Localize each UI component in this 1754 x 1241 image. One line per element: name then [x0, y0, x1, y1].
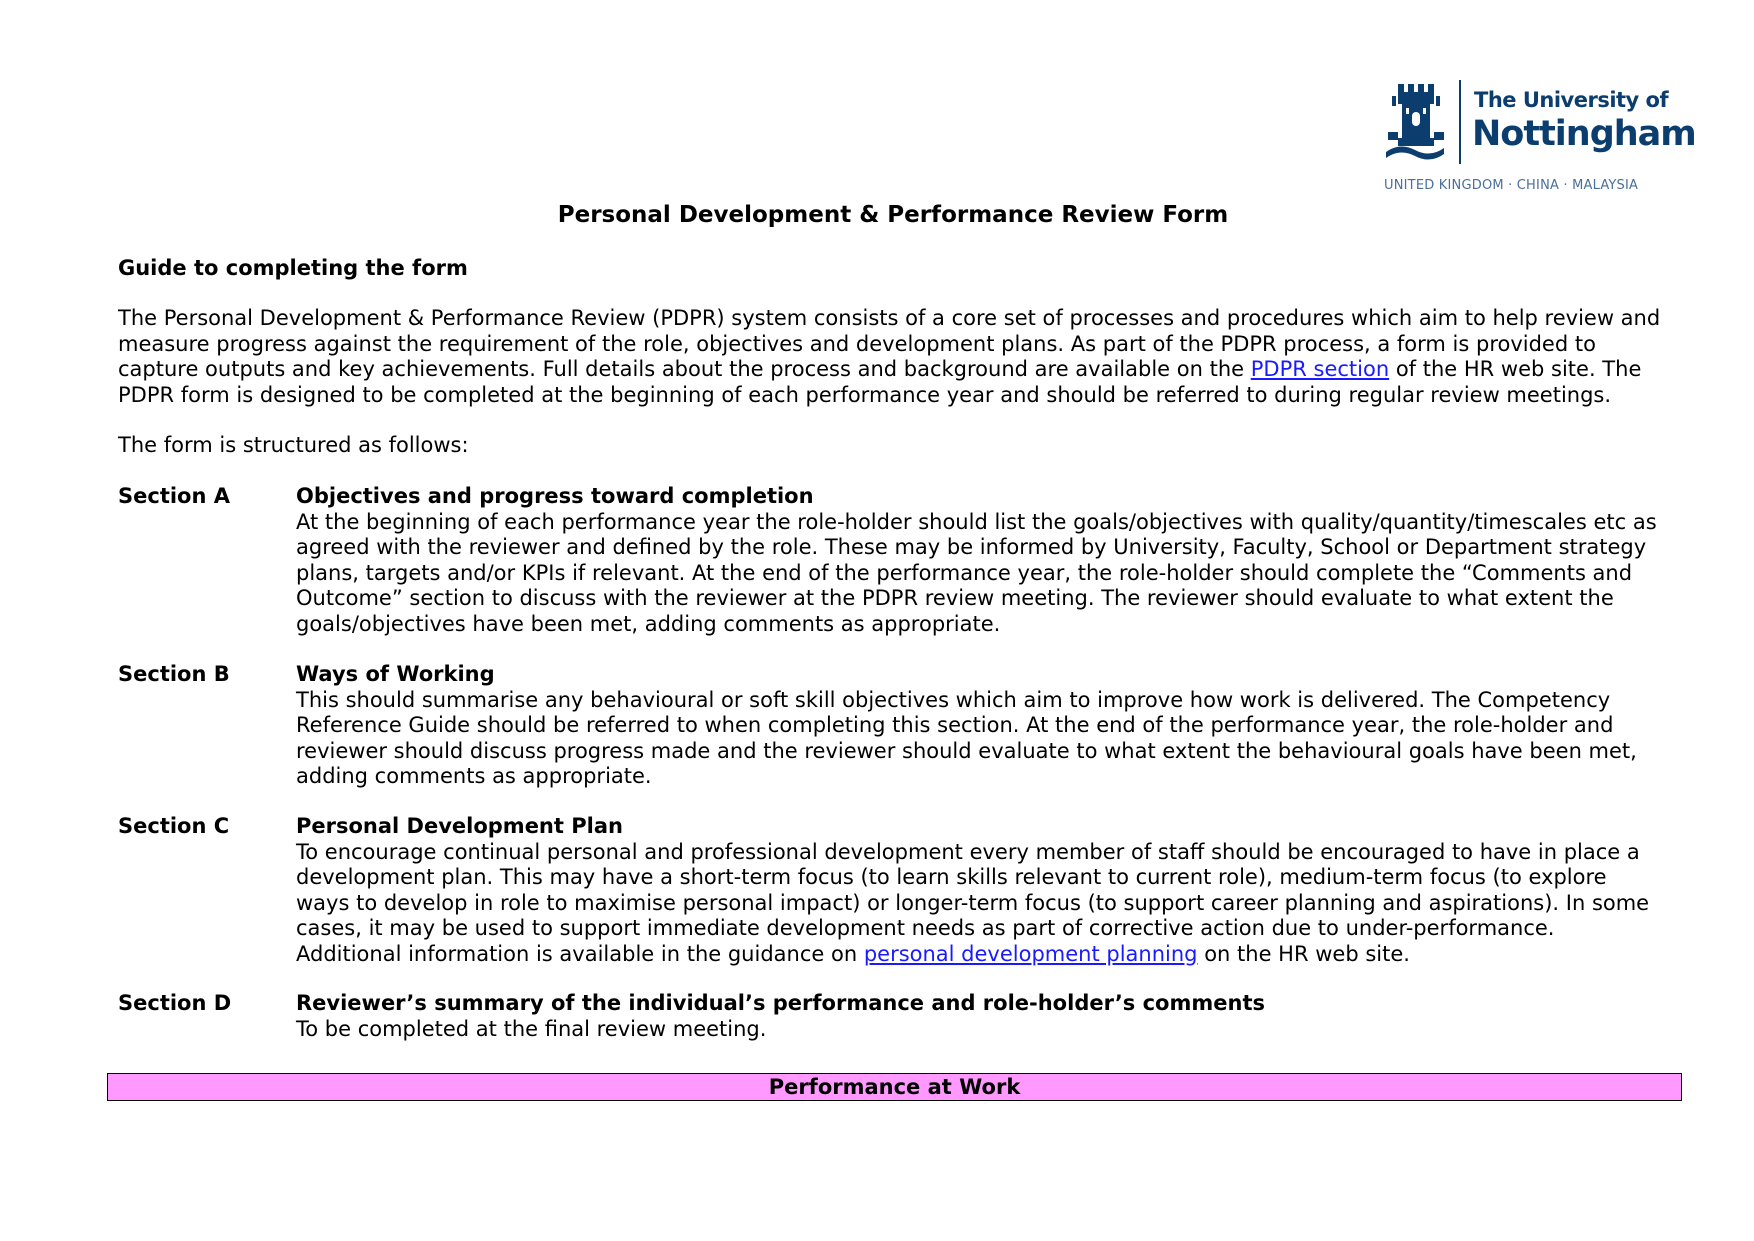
pdpr-section-link[interactable]: PDPR section — [1250, 357, 1390, 381]
section-b-label: Section B — [118, 662, 230, 686]
section-b-line: Reference Guide should be referred to when completing this section. At the end of the performance year, the role-holder and — [296, 713, 1614, 737]
section-b-line: reviewer should discuss progress made and the reviewer should evaluate to what extent the behavioural goals have been met, — [296, 738, 1637, 763]
university-logo — [1384, 78, 1696, 200]
intro-line-text: of the HR web site. The — [1389, 357, 1642, 381]
intro-line: PDPR form is designed to be completed at the beginning of each performance year and should be referred to during regular review meetings. — [118, 382, 1612, 407]
logo-text-line2: Nottingham — [1472, 114, 1696, 154]
intro-line-text: capture outputs and key achievements. Full details about the process and background are available on the — [118, 357, 1251, 381]
section-a-line: agreed with the reviewer and defined by the role. These may be informed by University, Faculty, School or Department strategy — [296, 535, 1647, 559]
section-d-line: To be completed at the final review meeting. — [296, 1016, 767, 1041]
section-c-line: To encourage continual personal and professional development every member of staff should be encouraged to have in place a — [296, 839, 1640, 864]
section-c-line-text: Additional information is available in the guidance on — [296, 941, 864, 966]
section-d-label: Section D — [118, 991, 232, 1015]
castle-crest-icon — [1384, 82, 1446, 162]
section-a-line: plans, targets and/or KPIs if relevant. At the end of the performance year, the role-holder should complete the “Comments and — [296, 560, 1633, 585]
section-c-line: development plan. This may have a short-term focus (to learn skills relevant to current role), medium-term focus (to explore — [296, 865, 1607, 889]
section-c-line-text: on the HR web site. — [1197, 941, 1410, 966]
section-a-line: At the beginning of each performance year the role-holder should list the goals/objectives with quality/quantity/timescales etc as — [296, 509, 1657, 534]
section-b-title: Ways of Working — [296, 662, 495, 686]
guide-heading: Guide to completing the form — [118, 256, 468, 280]
section-c-line: cases, it may be used to support immediate development needs as part of corrective action due to under-performance. — [296, 916, 1555, 940]
section-a-label: Section A — [118, 484, 230, 508]
section-c-line: ways to develop in role to maximise personal impact) or longer-term focus (to support career planning and aspirations). In some — [296, 890, 1650, 915]
intro-paragraph — [118, 306, 1660, 408]
logo-divider — [1459, 80, 1461, 164]
intro-line: The Personal Development & Performance Review (PDPR) system consists of a core set of processes and procedures which aim to help review and — [118, 306, 1661, 330]
section-c-title: Personal Development Plan — [296, 814, 623, 838]
logo-text-line1: The University of — [1474, 88, 1669, 112]
section-d-title: Reviewer’s summary of the individual’s performance and role-holder’s comments — [296, 991, 1265, 1015]
personal-development-planning-link[interactable]: personal development planning — [863, 941, 1198, 966]
logo-tagline: UNITED KINGDOM · CHINA · MALAYSIA — [1384, 178, 1639, 193]
section-c-label: Section C — [118, 814, 230, 838]
section-b-body — [296, 662, 1637, 790]
section-a-line: Outcome” section to discuss with the reviewer at the PDPR review meeting. The reviewer should evaluate to what extent the — [296, 586, 1614, 610]
performance-at-work-banner: Performance at Work — [107, 1073, 1682, 1101]
section-a-body — [296, 484, 1657, 637]
section-d-body — [296, 991, 1265, 1042]
section-b-line: This should summarise any behavioural or soft skill objectives which aim to improve how work is delivered. The Competency — [296, 687, 1611, 712]
structure-intro: The form is structured as follows: — [118, 433, 469, 457]
intro-line: measure progress against the requirement of the role, objectives and development plans. As part of the PDPR process, a form is provided to — [118, 331, 1596, 356]
section-a-title: Objectives and progress toward completion — [296, 484, 814, 508]
section-b-line: adding comments as appropriate. — [296, 764, 652, 788]
section-a-line: goals/objectives have been met, adding comments as appropriate. — [296, 611, 1001, 636]
section-c-body — [296, 814, 1649, 967]
intro-line — [118, 357, 1660, 383]
section-c-line — [296, 942, 1649, 968]
page-title: Personal Development & Performance Review Form — [557, 202, 1229, 228]
